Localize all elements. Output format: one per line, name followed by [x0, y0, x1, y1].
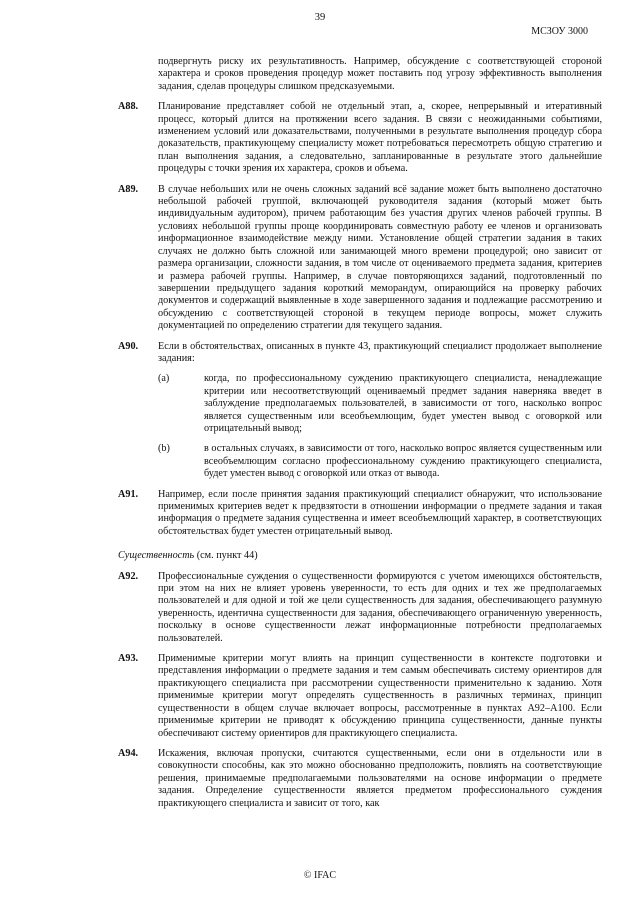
paragraph-label: A89. [118, 183, 139, 195]
paragraph-text: Например, если после принятия задания практикующий специалист обнаружит, что использование применимых критериев ведет к предвзятости в отношении информации о предмете задания и такая информация о предмете задания существенна и имеет всеобъемлющий характер, в соответствующих обстоятельствах будет уместен отрицательный вывод. [158, 488, 602, 537]
paragraph-a90 [118, 340, 602, 366]
paragraph-a91 [118, 488, 602, 539]
paragraph-text: Если в обстоятельствах, описанных в пункте 43, практикующий специалист продолжает выполнение задания: [158, 340, 602, 364]
section-heading [118, 550, 602, 562]
page-number: 39 [314, 12, 326, 23]
list-item-text: когда, по профессиональному суждению практикующего специалиста, ненадлежащие критерии или несоответствующий оцениваемый предмет задания наверняка введет в заблуждение предполагаемых пользователей, в зависимости от того, насколько вопрос является существенным или всеобъемлющим, будет уместен вывод с оговоркой или отрицательный вывод; [204, 373, 602, 434]
section-title: Существенность [118, 550, 195, 562]
paragraph-text: Планирование представляет собой не отдельный этап, а, скорее, непрерывный и итеративный процесс, который длится на протяжении всего задания. В связи с неожиданными событиями, изменением условий или доказательствами, полученными в результате выполнения процедур сбора доказательств, практикующему специалисту может потребоваться пересмотреть общую стратегию и план выполнения задания, а следовательно, запланированные в результате этого дальнейшие процедуры с точки зрения их характера, сроков и объема. [158, 101, 602, 175]
paragraph-label: A94. [118, 747, 139, 759]
paragraph-text: Применимые критерии могут влиять на принцип существенности в контексте подготовки и представления информации о предмете задания и тем самым обеспечивать систему ориентиров для практикующего специалиста при рассмотрении существенности применительно к заданию. Хотя применимые критерии могут определять существенность в различных терминах, принцип существенности в общем случае включает вопросы, рассмотренные в пунктах A92–A100. Если применимые критерии не приводят к обсуждению принципа существенности, данные пункты обеспечивают систему ориентиров для практикующего специалиста. [158, 653, 602, 739]
footer-copyright: © IFAC [303, 870, 337, 881]
paragraph-text: Профессиональные суждения о существенности формируются с учетом имеющихся обстоятельств, при этом на них не влияет уровень уверенности, то есть для одних и тех же предполагаемых пользователей и для одной и той же цели существенность для задания, обеспечивающего разумную уверенность, идентична существенности для задания, обеспечивающего ограниченную уверенность, поскольку в основе существенности лежат информационные потребности предполагаемых пользователей. [158, 570, 602, 644]
paragraph-continuation [158, 56, 602, 93]
paragraph-a93 [118, 653, 602, 740]
list-item-label: (a) [158, 373, 170, 385]
list-item-a [158, 373, 602, 435]
paragraph-a92 [118, 570, 602, 645]
paragraph-a88 [118, 101, 602, 175]
document-body [118, 56, 602, 818]
list-item-label: (b) [158, 443, 170, 455]
paragraph-text: Искажения, включая пропуски, считаются существенными, если они в отдельности или в совокупности способны, как это можно обоснованно предположить, повлиять на соответствующие решения, принимаемые предполагаемыми пользователями на основе информации о предмете задания. Определение существенности является предметом профессионального суждения практикующего специалиста и зависит от того, как [158, 747, 602, 809]
paragraph-a89 [118, 183, 602, 333]
paragraph-a94 [118, 747, 602, 810]
standard-code: МСЗОУ 3000 [531, 26, 588, 37]
paragraph-text: В случае небольших или не очень сложных заданий всё задание может быть выполнено достаточно небольшой рабочей группой, включающей руководителя задания (который может быть индивидуальным аудитором), причем работающим без участия других членов рабочей группы. В условиях небольшой группы проще координировать совместную работу ее членов и организовать информационное взаимодействие между ними. Установление общей стратегии задания в таких случаях не должно быть сложной или занимающей много времени процедурой; оно зависит от размера организации, сложности задания, в том числе от оцениваемого предмета задания, критериев и размера рабочей группы. Например, в случае повторяющихся заданий, подготовленный по завершении предыдущего задания короткий меморандум, опирающийся на проверку рабочих документов и содержащий выявленные в ходе завершенного задания и подлежащие рассмотрению и обсуждению с соответствующей стороной в текущем периоде вопросы, может служить документацией по определению стратегии для текущего задания. [158, 183, 602, 332]
section-reference: (см. пункт 44) [196, 550, 258, 562]
paragraph-label: A92. [118, 570, 139, 582]
list-item-b [158, 443, 602, 480]
paragraph-text: подвергнуть риску их результативность. Например, обсуждение с соответствующей стороной характера и сроков проведения процедур может поставить под угрозу эффективность выполнения задания, сделав процедуры слишком предсказуемыми. [158, 56, 602, 92]
paragraph-label: A90. [118, 340, 139, 352]
paragraph-label: A91. [118, 488, 139, 500]
paragraph-label: A88. [118, 101, 139, 113]
list-item-text: в остальных случаях, в зависимости от того, насколько вопрос является существенным или всеобъемлющим согласно профессиональному суждению практикующего специалиста, будет уместен вывод с оговоркой или отказ от вывода. [204, 443, 602, 480]
paragraph-label: A93. [118, 653, 139, 665]
